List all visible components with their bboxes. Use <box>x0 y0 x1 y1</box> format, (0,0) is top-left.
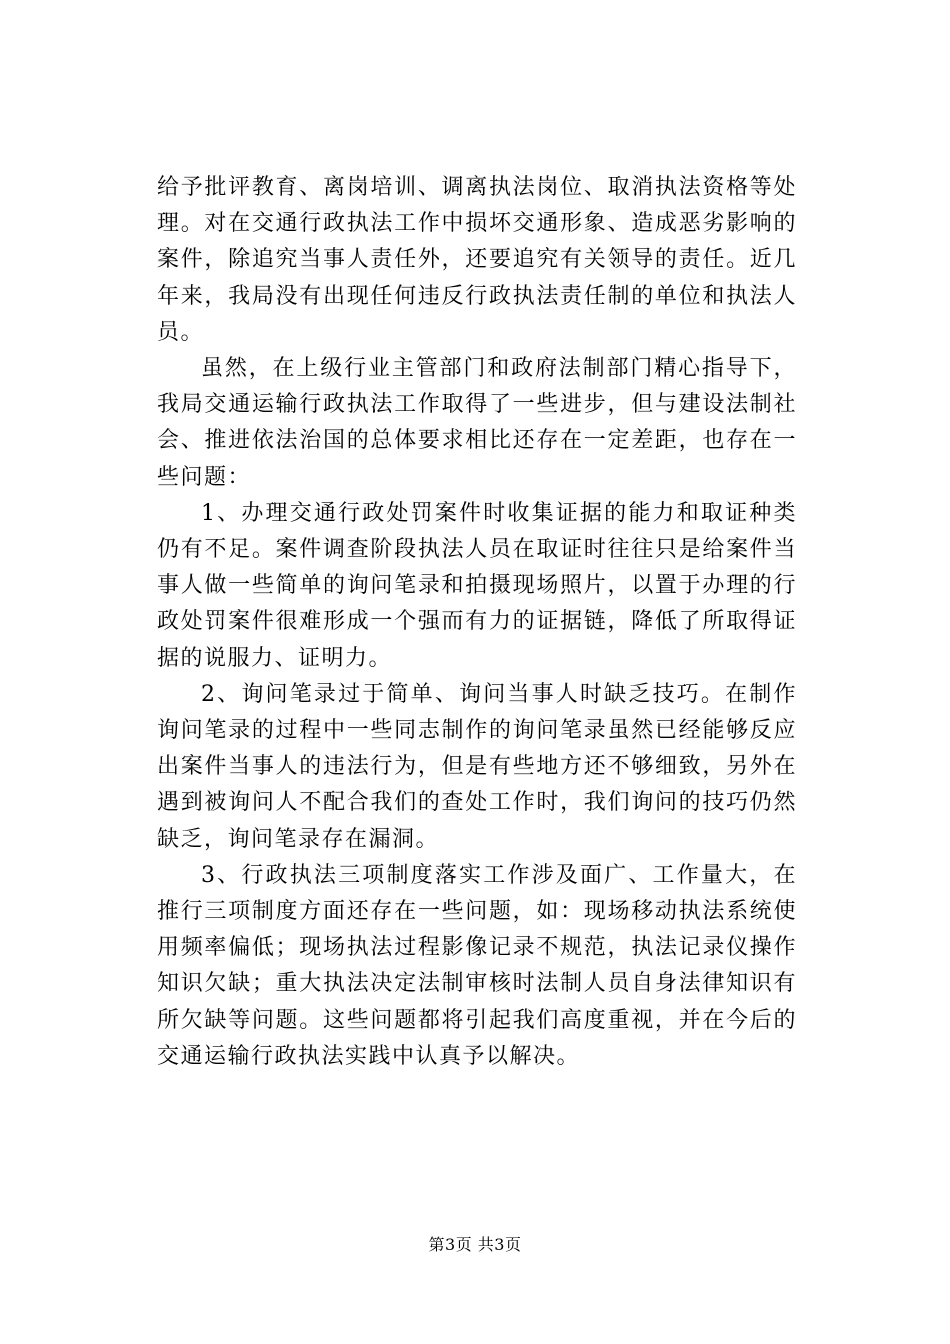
page-footer: 第3页 共3页 <box>428 1235 522 1254</box>
paragraph-intro-problems: 虽然，在上级行业主管部门和政府法制部门精心指导下，我局交通运输行政执法工作取得了一些进步，但与建设法制社会、推进依法治国的总体要求相比还存在一定差距，也存在一些问题： <box>157 356 797 490</box>
paragraph-problem-2: 2、询问笔录过于简单、询问当事人时缺乏技巧。在制作询问笔录的过程中一些同志制作的询问笔录虽然已经能够反应出案件当事人的违法行为，但是有些地方还不够细致，另外在遇到被询问人不配合我们的查处工作时，我们询问的技巧仍然缺乏，询问笔录存在漏洞。 <box>157 681 797 852</box>
paragraph-problem-3: 3、行政执法三项制度落实工作涉及面广、工作量大，在推行三项制度方面还存在一些问题，如：现场移动执法系统使用频率偏低；现场执法过程影像记录不规范，执法记录仪操作知识欠缺；重大执法决定法制审核时法制人员自身法律知识有所欠缺等问题。这些问题都将引起我们高度重视，并在今后的交通运输行政执法实践中认真予以解决。 <box>157 862 797 1069</box>
paragraph-continuation: 给予批评教育、离岗培训、调离执法岗位、取消执法资格等处理。对在交通行政执法工作中损坏交通形象、造成恶劣影响的案件，除追究当事人责任外，还要追究有关领导的责任。近几年来，我局没有出现任何违反行政执法责任制的单位和执法人员。 <box>157 175 797 345</box>
paragraph-problem-1: 1、办理交通行政处罚案件时收集证据的能力和取证种类仍有不足。案件调查阶段执法人员在取证时往往只是给案件当事人做一些简单的询问笔录和拍摄现场照片，以置于办理的行政处罚案件很难形成一个强而有力的证据链，降低了所取得证据的说服力、证明力。 <box>157 500 797 671</box>
document-body <box>157 170 797 1075</box>
